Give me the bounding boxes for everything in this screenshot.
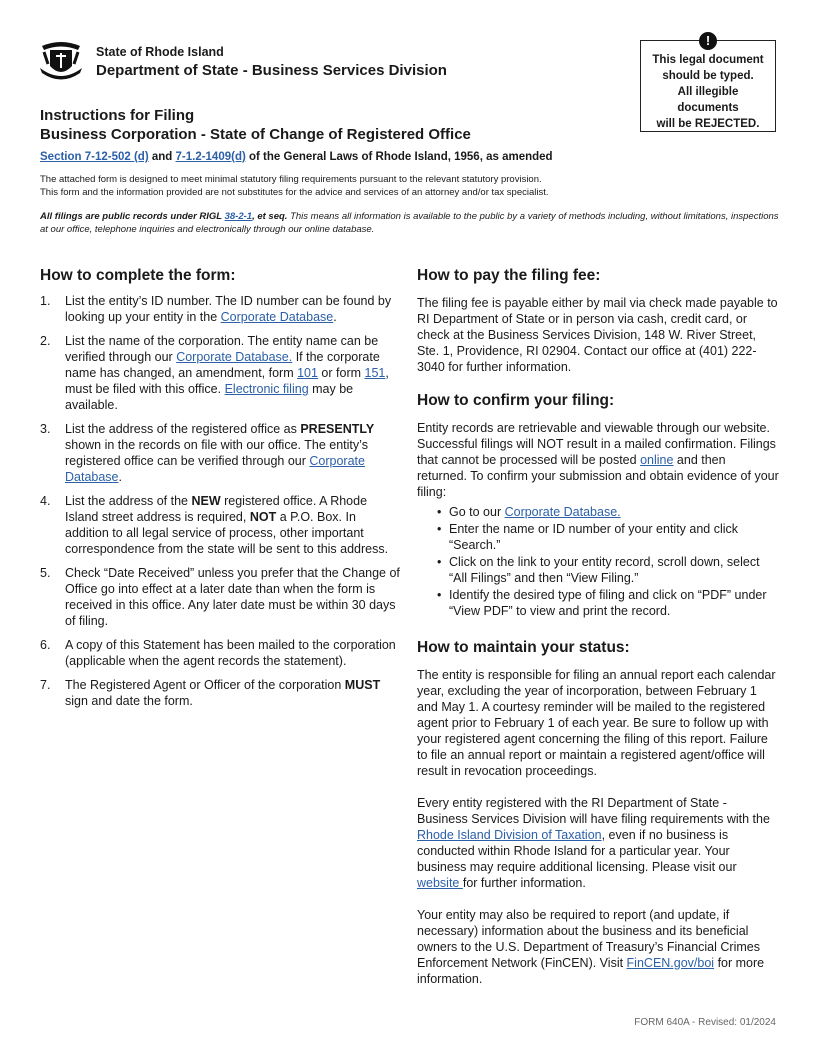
legal-notice-box [640, 33, 776, 132]
step-text: or form [317, 366, 365, 380]
step-text: . [118, 470, 122, 484]
complete-form-section [40, 268, 402, 717]
disclaimer [40, 173, 780, 199]
notice-line: will be REJECTED. [656, 118, 760, 130]
maintain-heading: How to maintain your status: [417, 639, 630, 656]
notice-line: should be typed. [662, 70, 754, 82]
law-and: and [148, 151, 176, 163]
public-records-text: This means all information is available to the public by a variety of methods including, without limitations, inspections at our office, telephone inquiries and electronically through our online database. [40, 211, 779, 235]
step-item [40, 421, 402, 485]
corporate-database-link[interactable]: Corporate Database [65, 454, 365, 484]
step-text: List the address of the registered office as [65, 422, 301, 436]
department-name: Department of State - Business Services Division [96, 62, 447, 79]
disclaimer-line-2: This form and the information provided are not substitutes for the advice and services of an attorney and/or tax specialist. [40, 187, 549, 198]
step-text: . [333, 310, 337, 324]
ri-taxation-link[interactable]: Rhode Island Division of Taxation [417, 828, 602, 842]
step-item [40, 333, 402, 413]
step-text: A copy of this Statement has been mailed to the corporation (applicable when the agent records the statement). [65, 638, 396, 668]
step-text: sign and date the form. [65, 694, 193, 708]
step-text: a P.O. Box. In addition to all legal service of process, other important correspondence from the state will be sent to this address. [65, 510, 389, 556]
list-item: • Identify the desired type of filing and click on “PDF” under “View PDF” to view and print the record. [437, 587, 779, 619]
law-section-link-2[interactable]: 7-1.2-1409(d) [175, 151, 246, 163]
state-seal-logo [38, 38, 84, 82]
step-item [40, 493, 402, 557]
maintain-text-2c: for further information. [462, 876, 586, 890]
step-item [40, 565, 402, 629]
step-bold: PRESENTLY [300, 422, 375, 436]
step-text: shown in the records on file with our office. The entity’s registered office can be verified through our [65, 438, 368, 468]
step-number: 1. [40, 294, 51, 308]
notice-line: All illegible [677, 86, 739, 98]
corporate-database-link[interactable]: Corporate Database. [176, 350, 293, 364]
confirm-heading: How to confirm your filing: [417, 392, 615, 409]
confirm-text-a: Entity records are retrievable and viewable through our website. Successful filings will NOT result in a mailed confirmation. Filings that cannot be processed will be posted [417, 421, 776, 467]
step-item [40, 677, 402, 709]
state-name: State of Rhode Island [96, 45, 224, 59]
public-records-bold: All filings are public records under RIGL [40, 211, 225, 222]
confirm-text [417, 420, 779, 500]
public-records-bold-2: , et seq. [252, 211, 288, 222]
list-item: • Enter the name or ID number of your entity and click “Search.” [437, 521, 779, 553]
website-link[interactable]: website [417, 876, 463, 890]
maintain-text-3a: Your entity may also be required to report (and update, if necessary) information about the business and its beneficial owners to the U.S. Department of Treasury’s Financial Crimes Enforcement Network (FinCEN). Visit [417, 908, 760, 970]
steps-list [40, 293, 402, 709]
fincen-link[interactable]: FinCEN.gov/boi [626, 956, 715, 970]
rigl-link[interactable]: 38-2-1 [224, 211, 253, 222]
step-text: The Registered Agent or Officer of the corporation [65, 678, 345, 692]
step-text: If the corporate name has changed, an amendment, form [65, 350, 380, 380]
maintain-text-2b: , even if no business is conducted within Rhode Island for a particular year. Your business may require additional licensing. Please visit our [417, 828, 737, 874]
title-line-1: Instructions for Filing [40, 107, 195, 124]
public-records-notice [40, 210, 780, 236]
list-item: • Click on the link to your entity record, scroll down, select “All Filings” and then “View Filing.” [437, 554, 779, 586]
maintain-text-1: The entity is responsible for filing an annual report each calendar year, excluding the year of incorporation, between February 1 and May 1. A courtesy reminder will be mailed to the registered agent prior to February 1 of each year. Be sure to follow up with your registered agent concerning the filing of this report. Failure to file an annual report or maintain a registered agent/office will result in revocation proceedings. [417, 668, 776, 778]
pay-heading: How to pay the filing fee: [417, 267, 601, 284]
form-101-link[interactable]: 101 [297, 366, 318, 380]
right-column [417, 268, 779, 987]
step-item [40, 637, 402, 669]
step-text: , must be filed with this office. [65, 366, 389, 396]
step-item [40, 293, 402, 325]
step-text: registered office. A Rhode Island street address is required, [65, 494, 368, 524]
step-text: Check “Date Received” unless you prefer that the Change of Office go into effect at a later date than when the form is received in this office. Any later date must be within 30 days of filing. [65, 566, 400, 628]
confirm-steps-list [417, 504, 779, 619]
step-number: 3. [40, 422, 51, 436]
maintain-text-3b: for more information. [417, 956, 765, 986]
list-item [437, 504, 779, 520]
step-bold: NEW [191, 494, 221, 508]
complete-heading: How to complete the form: [40, 267, 236, 284]
maintain-text-2 [417, 795, 779, 891]
exclamation-icon: ! [699, 32, 717, 50]
step-bold: NOT [249, 510, 277, 524]
step-text: List the entity’s ID number. The ID number can be found by looking up your entity in the [65, 294, 392, 324]
bullet-text: Go to our [449, 505, 505, 519]
corporate-database-link[interactable]: Corporate Database. [504, 505, 621, 519]
pay-text: The filing fee is payable either by mail via check made payable to RI Department of State or in person via cash, credit card, or check at the Business Services Division, 148 W. River Street, Ste. 1, Providence, RI 02904. Contact our office at (401) 222-3040 for further information. [417, 296, 778, 374]
law-rest: of the General Laws of Rhode Island, 1956, as amended [245, 151, 553, 163]
step-number: 5. [40, 566, 51, 580]
page-title [40, 106, 471, 144]
maintain-text-3 [417, 907, 779, 987]
electronic-filing-link[interactable]: Electronic filing [224, 382, 309, 396]
step-bold: MUST [344, 678, 381, 692]
step-number: 4. [40, 494, 51, 508]
disclaimer-line-1: The attached form is designed to meet minimal statutory filing requirements pursuant to the relevant statutory provision. [40, 174, 542, 185]
step-number: 6. [40, 638, 51, 652]
step-text: may be available. [65, 382, 354, 412]
law-reference [40, 151, 553, 163]
online-link[interactable]: online [640, 453, 674, 467]
notice-line: This legal document [652, 54, 764, 66]
step-text: List the address of the [65, 494, 192, 508]
notice-line: documents [677, 102, 739, 114]
form-revision-footer: FORM 640A - Revised: 01/2024 [634, 1017, 776, 1028]
maintain-text-2a: Every entity registered with the RI Department of State - Business Services Division will have filing requirements with the [417, 796, 770, 826]
form-151-link[interactable]: 151 [364, 366, 386, 380]
confirm-text-b: and then returned. To confirm your submission and obtain evidence of your filing: [417, 453, 779, 499]
step-text: List the name of the corporation. The entity name can be verified through our [65, 334, 379, 364]
title-line-2: Business Corporation - State of Change of Registered Office [40, 126, 471, 143]
law-section-link[interactable]: Section 7-12-502 (d) [40, 151, 149, 163]
step-number: 7. [40, 678, 51, 692]
step-number: 2. [40, 334, 51, 348]
corporate-database-link[interactable]: Corporate Database [220, 310, 334, 324]
